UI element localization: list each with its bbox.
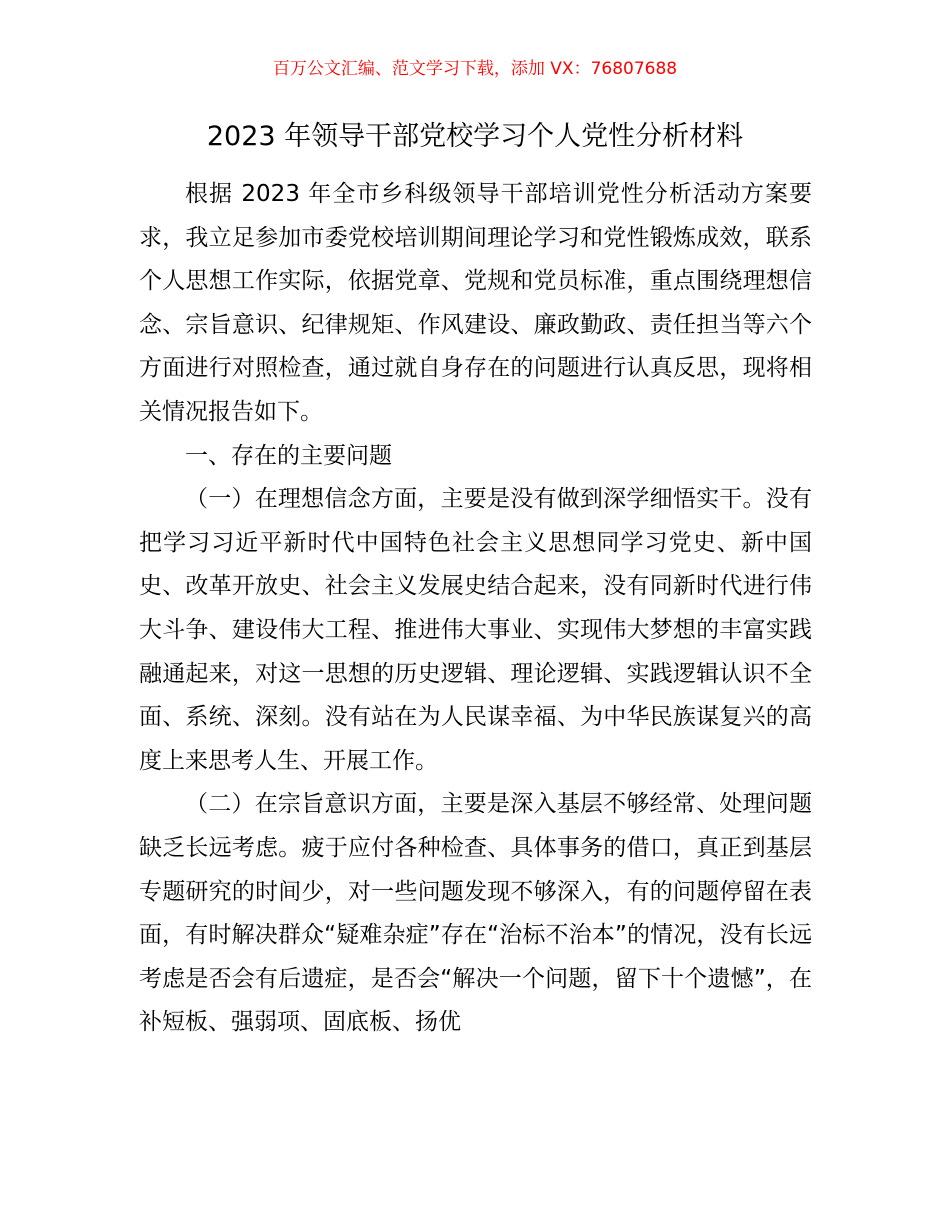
paragraph-purpose: （二）在宗旨意识方面，主要是深入基层不够经常、处理问题缺乏长远考虑。疲于应付各种检查、具体事务的借口，真正到基层专题研究的时间少，对一些问题发现不够深入，有的问题停留在表面，有时解决群众“疑难杂症”存在“治标不治本”的情况，没有长远考虑是否会有后遗症，是否会“解决一个问题，留下十个遗憾”，在补短板、强弱项、固底板、扬优 (139, 791, 812, 1036)
section-heading: 一、存在的主要问题 (185, 442, 392, 469)
document-body (139, 173, 812, 1045)
paragraph-ideals: （一）在理想信念方面，主要是没有做到深学细悟实干。没有把学习习近平新时代中国特色社会主义思想同学习党史、新中国史、改革开放史、社会主义发展史结合起来，没有同新时代进行伟大斗争、建设伟大工程、推进伟大事业、实现伟大梦想的丰富实践融通起来，对这一思想的历史逻辑、理论逻辑、实践逻辑认识不全面、系统、深刻。没有站在为人民谋幸福、为中华民族谋复兴的高度上来思考人生、开展工作。 (139, 486, 812, 774)
header-watermark-note: 百万公文汇编、范文学习下载，添加 VX：76807688 (272, 59, 678, 79)
intro-paragraph: 根据 2023 年全市乡科级领导干部培训党性分析活动方案要求，我立足参加市委党校培训期间理论学习和党性锻炼成效，联系个人思想工作实际，依据党章、党规和党员标准，重点围绕理想信念、宗旨意识、纪律规矩、作风建设、廉政勤政、责任担当等六个方面进行对照检查，通过就自身存在的问题进行认真反思，现将相关情况报告如下。 (139, 181, 812, 425)
document-title: 2023 年领导干部党校学习个人党性分析材料 (206, 121, 744, 152)
